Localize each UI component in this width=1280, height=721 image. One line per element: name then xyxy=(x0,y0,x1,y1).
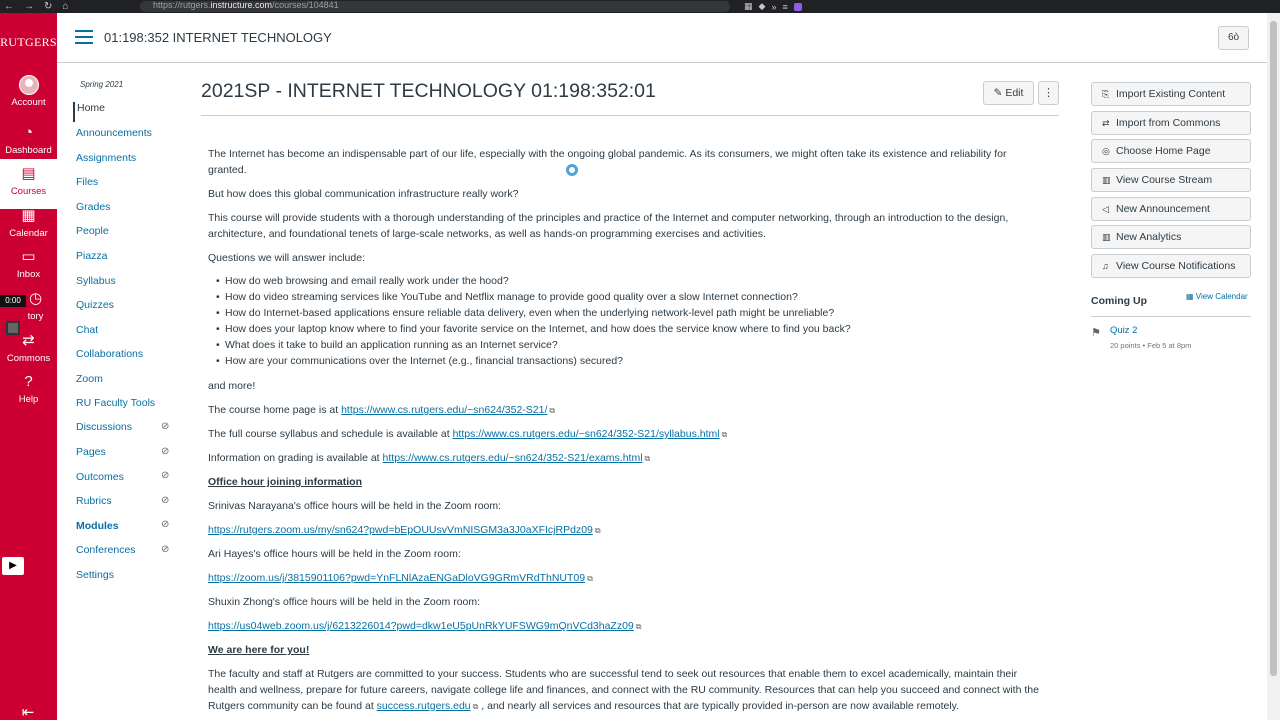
intro-paragraph-1: The Internet has become an indispensable part of our life, especially with the ongoing global pandemic. As its consumers, we might often take its existence and reliability for granted. xyxy=(208,148,1007,176)
course-header xyxy=(57,13,1267,63)
support-text-2: , and nearly all services and resources that are typically provided in-person are now available remotely. xyxy=(478,700,960,712)
breadcrumb-course-title[interactable]: 01:198:352 INTERNET TECHNOLOGY xyxy=(104,30,332,45)
course-nav-announcements[interactable]: Announcements xyxy=(76,127,152,139)
global-nav-label: Account xyxy=(11,97,46,108)
office-hours-1-text: Srinivas Narayana's office hours will be held in the Zoom room: xyxy=(208,500,502,512)
course-nav-outcomes[interactable]: Outcomes xyxy=(76,471,124,483)
bell-icon: ♫ xyxy=(1102,261,1109,271)
global-nav xyxy=(0,13,57,720)
global-nav-label: tory xyxy=(27,311,44,322)
hidden-eye-icon: ⊘ xyxy=(161,470,170,481)
grading-line xyxy=(208,450,1038,467)
hidden-eye-icon: ⊘ xyxy=(161,421,170,432)
reload-icon[interactable]: ↻ xyxy=(44,1,53,12)
course-nav-syllabus[interactable]: Syllabus xyxy=(76,275,116,287)
dashboard-icon: ◔ xyxy=(23,124,34,141)
syllabus-line xyxy=(208,426,1038,443)
external-link-icon: ⧉ xyxy=(721,430,728,439)
collapse-nav-icon[interactable]: ⇤ xyxy=(21,704,35,721)
list-item: • How are your communications over the Internet (e.g., financial transactions) secured? xyxy=(216,353,851,369)
button-label: View Course Stream xyxy=(1116,174,1213,186)
history-icon: ◷ xyxy=(28,290,43,307)
global-nav-label: Dashboard xyxy=(5,145,52,156)
zoom-link-1[interactable]: https://rutgers.zoom.us/my/sn624?pwd=bEpOUUsvVmNISGM3a3J0aXFIcjRPdz09 xyxy=(208,524,593,536)
coming-up-divider xyxy=(1091,316,1251,317)
list-item: • What does it take to build an application running as an Internet service? xyxy=(216,337,851,353)
address-bar[interactable] xyxy=(140,1,730,12)
browser-extensions xyxy=(744,1,802,12)
zoom-link-3[interactable]: https://us04web.zoom.us/j/6213226014?pwd=dkw1eU5pUnRkYUFSWG9mQnVCd3haZz09 xyxy=(208,620,634,632)
syllabus-text: The full course syllabus and schedule is available at xyxy=(208,428,453,440)
edit-label: Edit xyxy=(1005,87,1024,99)
new-analytics-button[interactable] xyxy=(1091,225,1251,249)
choose-home-page-button[interactable] xyxy=(1091,139,1251,163)
intro-paragraph-3: This course will provide students with a thorough understanding of the principles and practice of the Internet and computer networking, through an introduction to the design, architecture, and foundational tenets of large-scale networks, as well as hands-on programming exercises and activities. xyxy=(208,212,1009,240)
hidden-eye-icon: ⊘ xyxy=(161,495,170,506)
course-nav-home[interactable]: Home xyxy=(73,102,105,122)
inbox-icon: ▭ xyxy=(21,248,36,265)
course-nav-collaborations[interactable]: Collaborations xyxy=(76,348,144,360)
import-from-commons-button[interactable] xyxy=(1091,111,1251,135)
button-label: Import from Commons xyxy=(1116,117,1221,129)
term-label: Spring 2021 xyxy=(80,80,124,89)
button-label: Choose Home Page xyxy=(1116,145,1211,157)
office-hours-2-text: Ari Hayes's office hours will be held in the Zoom room: xyxy=(208,548,461,560)
global-nav-commons[interactable] xyxy=(0,331,57,373)
button-label: View Course Notifications xyxy=(1116,260,1236,272)
megaphone-icon: ◁ xyxy=(1102,204,1109,214)
intro-paragraph-2: But how does this global communication infrastructure really work? xyxy=(208,188,519,200)
url-path: /courses/104841 xyxy=(272,0,339,10)
external-link-icon: ⧉ xyxy=(587,574,593,583)
course-nav-chat[interactable]: Chat xyxy=(76,324,99,336)
new-announcement-button[interactable] xyxy=(1091,197,1251,221)
calendar-icon: ▦ xyxy=(1186,292,1194,301)
global-nav-calendar[interactable] xyxy=(0,206,57,248)
target-icon: ◎ xyxy=(1102,146,1110,156)
button-label: New Announcement xyxy=(1116,203,1210,215)
list-item: • How do web browsing and email really work under the hood? xyxy=(216,273,851,289)
global-nav-label: Calendar xyxy=(9,228,48,239)
global-nav-inbox[interactable] xyxy=(0,247,57,289)
list-item: • How do video streaming services like YouTube and Netflix manage to provide good quality over a slow Internet connection? xyxy=(216,289,851,305)
course-nav-conferences[interactable]: Conferences xyxy=(76,544,136,556)
quiz-rocket-icon: ⚑ xyxy=(1091,327,1101,339)
user-avatar-icon xyxy=(19,75,39,95)
stream-icon: ▥ xyxy=(1102,175,1111,185)
global-nav-label: Help xyxy=(18,394,39,405)
office-hours-heading: Office hour joining information xyxy=(208,476,362,488)
office-hours-2-line xyxy=(208,570,1038,587)
external-link-icon: ⧉ xyxy=(594,526,601,535)
url-prefix: https://rutgers. xyxy=(153,0,211,10)
coming-up-heading: Coming Up xyxy=(1091,295,1147,307)
import-icon: ⎘ xyxy=(1102,89,1110,99)
overflow-chevron-icon[interactable]: » xyxy=(771,1,777,12)
course-nav-ru-faculty-tools[interactable]: RU Faculty Tools xyxy=(76,397,156,409)
pencil-icon: ✎ xyxy=(993,87,1003,99)
hidden-eye-icon: ⊘ xyxy=(161,446,170,457)
hamburger-menu-icon[interactable] xyxy=(75,30,93,44)
course-nav-rubrics[interactable]: Rubrics xyxy=(76,495,112,507)
book-icon: ▤ xyxy=(21,165,36,182)
play-icon[interactable]: ▶ xyxy=(2,557,24,575)
questions-list xyxy=(216,273,851,369)
commons-icon: ⇄ xyxy=(22,332,35,349)
support-paragraph xyxy=(208,666,1043,715)
forward-icon[interactable]: → xyxy=(24,1,34,12)
record-stop-icon[interactable] xyxy=(6,321,20,335)
course-nav-assignments[interactable]: Assignments xyxy=(76,152,137,164)
quiz-link[interactable]: Quiz 2 xyxy=(1110,325,1138,336)
external-link-icon: ⧉ xyxy=(549,406,556,415)
view-calendar-label: View Calendar xyxy=(1195,292,1248,301)
course-nav-pages[interactable]: Pages xyxy=(76,446,106,458)
course-nav-files[interactable]: Files xyxy=(76,176,99,188)
extensions-grid-icon[interactable]: ▦ xyxy=(744,1,753,11)
course-nav-quizzes[interactable]: Quizzes xyxy=(76,299,114,311)
button-label: Import Existing Content xyxy=(1116,88,1226,100)
course-nav-grades[interactable]: Grades xyxy=(76,201,111,213)
office-hours-3-text: Shuxin Zhong's office hours will be held in the Zoom room: xyxy=(208,596,481,608)
course-nav-settings[interactable]: Settings xyxy=(76,569,114,581)
immersive-reader-button[interactable]: 6ò xyxy=(1218,26,1249,50)
button-label: New Analytics xyxy=(1116,231,1182,243)
quiz-meta: 20 points • Feb 5 at 8pm xyxy=(1110,341,1192,350)
course-nav-piazza[interactable]: Piazza xyxy=(76,250,108,262)
extension-purple-icon[interactable] xyxy=(794,3,802,11)
title-divider xyxy=(201,115,1059,116)
import-existing-content-button[interactable] xyxy=(1091,82,1251,106)
support-text-1: The faculty and staff at Rutgers are committed to your success. Students who are successful tend to seek out resources that enable them to excel academically, maintain their health and wellness, prepare for future careers, navigate college life and finances, and connect with the RU community. Resources that can help you succeed and connect with the Rutgers community can be found at xyxy=(208,668,1039,712)
course-nav-zoom[interactable]: Zoom xyxy=(76,373,103,385)
page-scrollbar[interactable] xyxy=(1267,13,1280,720)
grading-link[interactable]: https://www.cs.rutgers.edu/~sn624/352-S21/exams.html xyxy=(382,452,643,464)
office-hours-3-line xyxy=(208,618,1038,635)
list-item: • How do Internet-based applications ensure reliable data delivery, even when the underlying network-level path might be unreliable? xyxy=(216,305,851,321)
external-link-icon: ⧉ xyxy=(472,702,479,711)
global-nav-label: Inbox xyxy=(16,269,41,280)
view-course-stream-button[interactable] xyxy=(1091,168,1251,192)
external-link-icon: ⧉ xyxy=(644,454,651,463)
extension-icon[interactable]: ◆ xyxy=(758,1,766,11)
success-link[interactable]: success.rutgers.edu xyxy=(376,700,471,712)
office-hours-1-line xyxy=(208,522,1038,539)
home-page-text: The course home page is at xyxy=(208,404,342,416)
support-heading: We are here for you! xyxy=(208,644,310,656)
global-nav-account[interactable] xyxy=(0,75,57,117)
global-nav-label: Commons xyxy=(6,353,51,364)
course-nav-people[interactable]: People xyxy=(76,225,109,237)
home-icon[interactable]: ⌂ xyxy=(62,1,69,12)
external-link-icon: ⧉ xyxy=(635,622,642,631)
calendar-icon: ▦ xyxy=(21,207,36,224)
browser-toolbar xyxy=(0,0,1280,13)
menu-icon[interactable]: ≡ xyxy=(782,1,788,12)
help-icon: ? xyxy=(24,373,33,390)
view-course-notifications-button[interactable] xyxy=(1091,254,1251,278)
loading-spinner-icon xyxy=(566,164,578,176)
grading-text: Information on grading is available at xyxy=(208,452,383,464)
commons-icon: ⇄ xyxy=(1102,118,1110,128)
and-more-text: and more! xyxy=(208,380,256,392)
syllabus-link[interactable]: https://www.cs.rutgers.edu/~sn624/352-S21/syllabus.html xyxy=(452,428,720,440)
course-nav-discussions[interactable]: Discussions xyxy=(76,421,133,433)
back-icon[interactable]: ← xyxy=(4,1,14,12)
rutgers-logo[interactable]: RUTGERS xyxy=(0,35,57,49)
edit-button[interactable] xyxy=(983,81,1034,105)
home-page-line xyxy=(208,402,1038,419)
zoom-link-2[interactable]: https://zoom.us/j/3815901106?pwd=YnFLNlAzaENGaDloVG9GRmVRdThNUT09 xyxy=(208,572,586,584)
global-nav-label: Courses xyxy=(10,186,47,197)
view-calendar-link[interactable] xyxy=(1186,292,1248,301)
more-options-icon[interactable]: ⋮ xyxy=(1038,81,1059,105)
global-nav-help[interactable] xyxy=(0,372,57,414)
url-domain: instructure.com xyxy=(210,0,273,10)
course-nav-modules[interactable]: Modules xyxy=(76,520,119,532)
list-item: • How does your laptop know where to find your favorite service on the Internet, and how does the service know where to find you back? xyxy=(216,321,851,337)
hidden-eye-icon: ⊘ xyxy=(161,519,170,530)
hidden-eye-icon: ⊘ xyxy=(161,544,170,555)
analytics-icon: ▥ xyxy=(1102,232,1111,242)
scrollbar-thumb[interactable] xyxy=(1270,21,1277,676)
global-nav-courses[interactable] xyxy=(0,159,57,209)
browser-nav xyxy=(4,0,68,13)
questions-heading: Questions we will answer include: xyxy=(208,252,365,264)
home-page-link[interactable]: https://www.cs.rutgers.edu/~sn624/352-S21/ xyxy=(341,404,548,416)
page-title: 2021SP - INTERNET TECHNOLOGY 01:198:352:01 xyxy=(201,80,656,102)
video-time-overlay: 0:00 xyxy=(0,295,26,307)
